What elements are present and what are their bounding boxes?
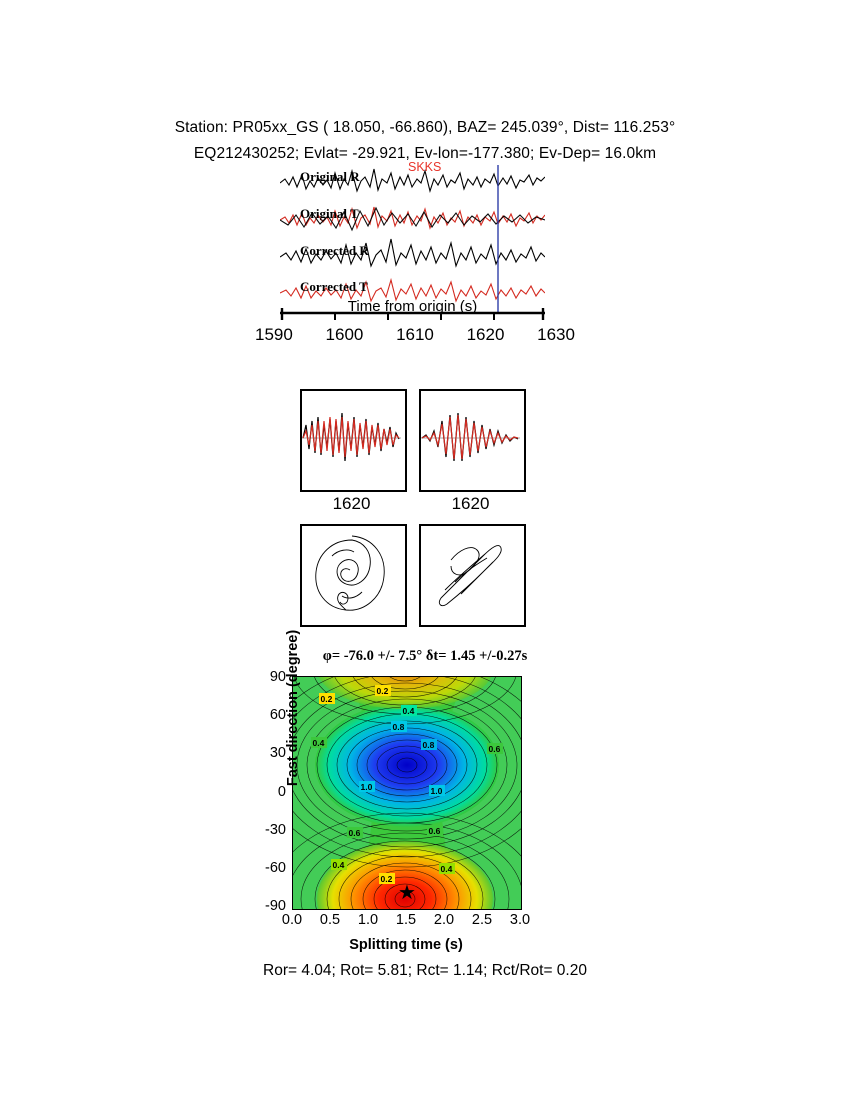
- particle-motion-box-right: [419, 524, 526, 627]
- splitting-result-title: φ= -76.0 +/- 7.5° δt= 1.45 +/-0.27s: [322, 648, 528, 664]
- svg-text:0.8: 0.8: [392, 722, 405, 732]
- ytick-60: 60: [269, 707, 286, 723]
- svg-text:0.4: 0.4: [332, 860, 345, 870]
- box-caption-right: 1620: [451, 494, 490, 513]
- particle-motion-curve-right: [421, 526, 520, 621]
- fast-slow-traces-right: [421, 391, 520, 486]
- ytick-neg30: -30: [265, 822, 286, 838]
- contour-x-axis-title: Splitting time (s): [349, 937, 463, 953]
- svg-text:0.8: 0.8: [422, 740, 435, 750]
- svg-text:0.2: 0.2: [320, 694, 333, 704]
- time-tick-1610: 1610: [396, 325, 434, 344]
- xtick-0: 0.0: [281, 912, 303, 928]
- quality-metrics-line: Ror= 4.04; Rot= 5.81; Rct= 1.14; Rct/Rot= 0.20: [263, 962, 587, 979]
- fast-slow-box-right: [419, 389, 526, 492]
- time-tick-1600: 1600: [325, 325, 364, 344]
- fast-slow-traces-left: [302, 391, 401, 486]
- best-fit-star-marker: ★: [398, 882, 416, 904]
- xtick-30: 3.0: [509, 912, 531, 928]
- wave-label-original-t: Original T: [300, 206, 359, 221]
- time-axis-title: Time from origin (s): [347, 298, 478, 315]
- wave-label-corrected-t: Corrected T: [300, 279, 368, 294]
- xtick-20: 2.0: [433, 912, 455, 928]
- contour-surface: [293, 677, 521, 909]
- event-info-line: EQ212430252; Evlat= -29.921, Ev-lon=-177.380; Ev-Dep= 16.0km: [193, 145, 657, 162]
- xtick-25: 2.5: [471, 912, 493, 928]
- contour-y-axis-title: Fast direction (degree): [285, 629, 301, 787]
- wave-label-original-r: Original R: [300, 169, 360, 184]
- time-tick-1620: 1620: [466, 325, 505, 344]
- ytick-neg90: -90: [265, 898, 286, 914]
- ytick-neg60: -60: [265, 860, 286, 876]
- xtick-15: 1.5: [395, 912, 417, 928]
- svg-text:0.4: 0.4: [312, 738, 325, 748]
- svg-text:1.0: 1.0: [360, 782, 373, 792]
- xtick-05: 0.5: [319, 912, 341, 928]
- particle-motion-curve-left: [302, 526, 401, 621]
- svg-text:0.4: 0.4: [440, 864, 453, 874]
- svg-text:0.2: 0.2: [376, 686, 389, 696]
- ytick-30: 30: [269, 745, 286, 761]
- time-tick-1630: 1630: [537, 325, 575, 344]
- skks-phase-label: SKKS: [408, 160, 442, 174]
- svg-text:1.0: 1.0: [430, 786, 443, 796]
- time-tick-1590: 1590: [255, 325, 293, 344]
- svg-text:0.2: 0.2: [380, 874, 393, 884]
- time-tick-labels: [255, 325, 575, 345]
- ytick-0: 0: [277, 784, 286, 800]
- xtick-10: 1.0: [357, 912, 379, 928]
- energy-contour-plot: [292, 676, 522, 910]
- svg-text:0.6: 0.6: [348, 828, 361, 838]
- box-caption-left: 1620: [332, 494, 371, 513]
- svg-text:0.4: 0.4: [402, 706, 415, 716]
- fast-slow-box-left: [300, 389, 407, 492]
- svg-text:0.6: 0.6: [488, 744, 501, 754]
- svg-text:0.6: 0.6: [428, 826, 441, 836]
- particle-motion-box-left: [300, 524, 407, 627]
- station-info-line: Station: PR05xx_GS ( 18.050, -66.860), BAZ= 245.039°, Dist= 116.253°: [174, 119, 676, 136]
- ytick-90: 90: [269, 669, 286, 685]
- waveform-panel: [280, 160, 545, 315]
- wave-label-corrected-r: Corrected R: [300, 243, 369, 258]
